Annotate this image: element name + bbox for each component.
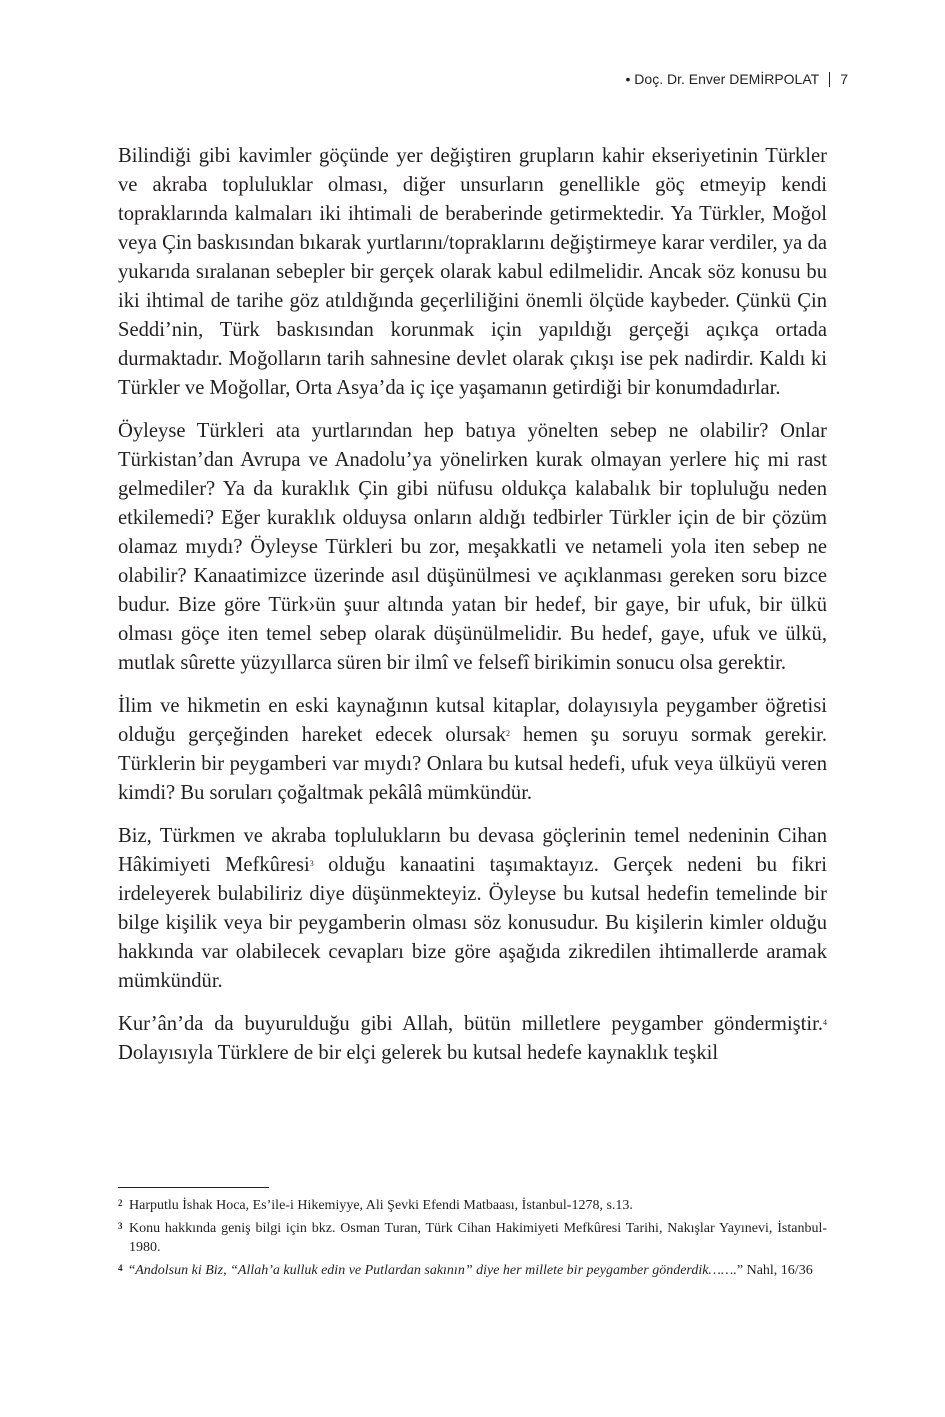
page-number: 7 <box>840 71 848 87</box>
footnote-text: Konu hakkında geniş bilgi için bkz. Osman Turan, Türk Cihan Hakimiyeti Mefkûresi Tarihi, Nakışlar Yayınevi, İstanbul-1980. <box>129 1221 827 1255</box>
paragraph-3 <box>118 692 827 808</box>
footnote-ref-3: 3 <box>309 859 314 868</box>
paragraph-5-text-b: Dolayısıyla Türklere de bir elçi gelerek bu kutsal hedefe kaynaklık teşkil <box>118 1042 719 1064</box>
footnote-text <box>129 1261 827 1280</box>
paragraph-4-text-b: olduğu kanaatini taşımaktayız. Gerçek nedeni bu fikri irdeleyerek bulabiliriz diye düşünmekteyiz. Öyleyse bu kutsal hedefin temelinde bir bilge kişilik veya bir peygamberin olması söz konusudur. Bu kişilerin kimler olduğu hakkında var olabilecek cevapları bize göre aşağıda zikredilen ihtimallerde aramak mümkündür. <box>118 854 827 992</box>
footnote-quote: Andolsun ki Biz, “Allah’a kulluk edin ve Putlardan sakının” diye her millete bir peygamber gönderdik……. <box>135 1263 737 1278</box>
footnote-ref-4: 4 <box>823 1018 827 1027</box>
footnote-ref-2: 2 <box>506 729 511 738</box>
header-divider <box>829 72 830 87</box>
footnote-separator <box>118 1187 269 1188</box>
paragraph-2: Öyleyse Türkleri ata yurtlarından hep batıya yönelten sebep ne olabilir? Onlar Türkistan’dan Avrupa ve Anadolu’ya yönelirken kurak olmayan yerlere hiç mi rast gelmediler? Ya da kuraklık Çin gibi nüfusu oldukça kalabalık bir topluluğu neden etkilemedi? Eğer kuraklık olduysa onların aldığı tedbirler Türkler için de bir çözüm olamaz mıydı? Öyleyse Türkleri bu zor, meşakkatli ve netameli yola iten sebep ne olabilir? Kanaatimizce üzerinde asıl düşünülmesi ve açıklanması gereken soru bizce budur. Bize göre Türk›ün şuur altında yatan bir hedef, bir gaye, bir ufuk, bir ülkü olması göçe iten temel sebep olarak düşünülmelidir. Bu hedef, gaye, ufuk ve ülkü, mutlak sûrette yüzyıllarca süren bir ilmî ve felsefî birikimin sonucu olsa gerektir. <box>118 420 827 674</box>
footnote-3 <box>118 1219 827 1257</box>
footnote-source: ” Nahl, 16/36 <box>736 1263 813 1278</box>
footnote-number: 3 <box>118 1221 123 1231</box>
paragraph-4-text-a: Biz, Türkmen ve akraba toplulukların bu devasa göçlerinin temel nedeninin Cihan Hâkimiyeti Mefkûresi <box>118 825 827 876</box>
running-header <box>626 71 848 87</box>
paragraph-5-text-a: Kur’ân’da da buyurulduğu gibi Allah, bütün milletlere peygamber göndermiştir. <box>118 1013 823 1035</box>
footnote-2 <box>118 1196 827 1215</box>
paragraph-3-text-b: hemen şu soruyu sormak gerekir. Türklerin bir peygamberi var mıydı? Onlara bu kutsal hedefi, ufuk veya ülküyü veren kimdi? Bu soruları çoğaltmak pekâlâ mümkündür. <box>118 724 827 804</box>
paragraph-4 <box>118 822 827 996</box>
header-author: • Doç. Dr. Enver DEMİRPOLAT <box>625 71 820 87</box>
paragraph-3-text-a: İlim ve hikmetin en eski kaynağının kutsal kitaplar, dolayısıyla peygamber öğretisi olduğu gerçeğinden hareket edecek olursak <box>118 695 827 746</box>
footnote-text: Harputlu İshak Hoca, Es’ile-i Hikemiyye, Ali Şevki Efendi Matbaası, İstanbul-1278, s.13. <box>129 1198 633 1213</box>
body-text <box>118 142 827 1082</box>
footnote-number: 4 <box>118 1263 123 1273</box>
footnote-open-quote: “ <box>129 1263 136 1278</box>
paragraph-5 <box>118 1010 827 1068</box>
footnote-number: 2 <box>118 1198 123 1208</box>
footnote-4 <box>118 1261 827 1280</box>
footnotes <box>118 1196 827 1284</box>
paragraph-1: Bilindiği gibi kavimler göçünde yer değiştiren grupların kahir ekseriyetinin Türkler ve akraba topluluklar olması, diğer unsurların genellikle göç etmeyip kendi topraklarında kalmaları iki ihtimali de beraberinde getirmektedir. Ya Türkler, Moğol veya Çin baskısından bıkarak yurtlarını/topraklarını değiştirmeye karar verdiler, ya da yukarıda sıralanan sebepler bir gerçek olarak kabul edilmelidir. Ancak söz konusu bu iki ihtimal de tarihe göz atıldığında geçerliliğini önemli ölçüde kaybeder. Çünkü Çin Seddi’nin, Türk baskısından korunmak için yapıldığı gerçeği açıkça ortada durmaktadır. Moğolların tarih sahnesine devlet olarak çıkışı ise pek nadirdir. Kaldı ki Türkler ve Moğollar, Orta Asya’da iç içe yaşamanın getirdiği bir konumdadırlar. <box>118 145 827 399</box>
